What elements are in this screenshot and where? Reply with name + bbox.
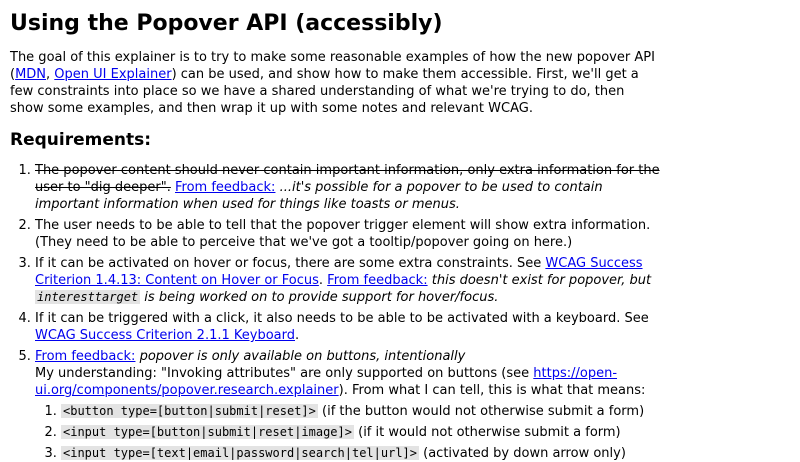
requirements-list	[10, 162, 660, 462]
item-text: ). From what I can tell, this is what that means:	[338, 383, 646, 398]
wcag-1-4-13-link[interactable]: WCAG Success Criterion 1.4.13: Content on Hover or Focus	[35, 256, 643, 288]
item-text: My understanding: "Invoking attributes" are only supported on buttons (see	[35, 366, 534, 381]
invoker-list	[35, 403, 660, 462]
item-text: If it can be activated on hover or focus, there are some extra constraints. See	[35, 256, 546, 271]
intro-paragraph	[10, 49, 660, 117]
item-text: .	[295, 328, 300, 343]
feedback-note: is being worked on to provide support for hover/focus.	[144, 290, 499, 305]
page-title: Using the Popover API (accessibly)	[10, 11, 443, 36]
mdn-link[interactable]: MDN	[15, 67, 47, 82]
inline-code: interesttarget	[37, 290, 139, 304]
item-text: (if it would not otherwise submit a form)	[353, 425, 621, 440]
wcag-2-1-1-link[interactable]: WCAG Success Criterion 2.1.1 Keyboard	[35, 328, 295, 343]
list-item	[61, 445, 660, 462]
feedback-note: popover is only available on buttons, intentionally	[139, 349, 466, 364]
feedback-link[interactable]: From feedback:	[175, 180, 276, 195]
list-item	[35, 162, 660, 213]
item-text: (activated by down arrow only)	[419, 446, 626, 461]
feedback-link[interactable]: From feedback:	[327, 273, 428, 288]
requirements-heading: Requirements:	[10, 130, 152, 150]
item-text: (if the button would not otherwise submit a form)	[317, 404, 645, 419]
feedback-note: ...it's possible for a popover to be used to contain important information when used for things like toasts or menus.	[35, 180, 603, 212]
item-text: If it can be triggered with a click, it also needs to be able to be activated with a keyboard. See	[35, 311, 649, 326]
inline-code: <input type=[button|submit|reset|image]>	[63, 425, 352, 439]
item-text: .	[318, 273, 328, 288]
feedback-link[interactable]: From feedback:	[35, 349, 136, 364]
struck-text: The popover content should never contain important information, only extra information for the user to "dig deeper".	[35, 163, 660, 195]
list-item	[35, 348, 660, 462]
list-item	[61, 424, 660, 441]
list-item	[35, 255, 660, 306]
list-item	[35, 310, 660, 344]
list-item: 2. The user needs to be able to tell that the popover trigger element will show extra information. (They need to be able to perceive that we've got a tooltip/popover going on here.)	[35, 217, 660, 251]
list-item	[61, 403, 660, 420]
feedback-note: this doesn't exist for popover, but	[431, 273, 652, 288]
open-ui-url-link[interactable]: https://open-ui.org/components/popover.research.explainer	[35, 366, 618, 398]
intro-text: ) can be used, and show how to make them accessible. First, we'll get a few constraints into place so we have a shared understanding of what we're trying to do, then show some examples, and then wrap it up with some notes and relevant WCAG.	[10, 67, 639, 116]
intro-text: ,	[46, 67, 55, 82]
open-ui-explainer-link[interactable]: Open UI Explainer	[54, 67, 172, 82]
inline-code: <input type=[text|email|password|search|tel|url]>	[63, 446, 418, 460]
inline-code: <button type=[button|submit|reset]>	[63, 404, 316, 418]
intro-text: The goal of this explainer is to try to make some reasonable examples of how the new popover API (	[10, 50, 655, 82]
